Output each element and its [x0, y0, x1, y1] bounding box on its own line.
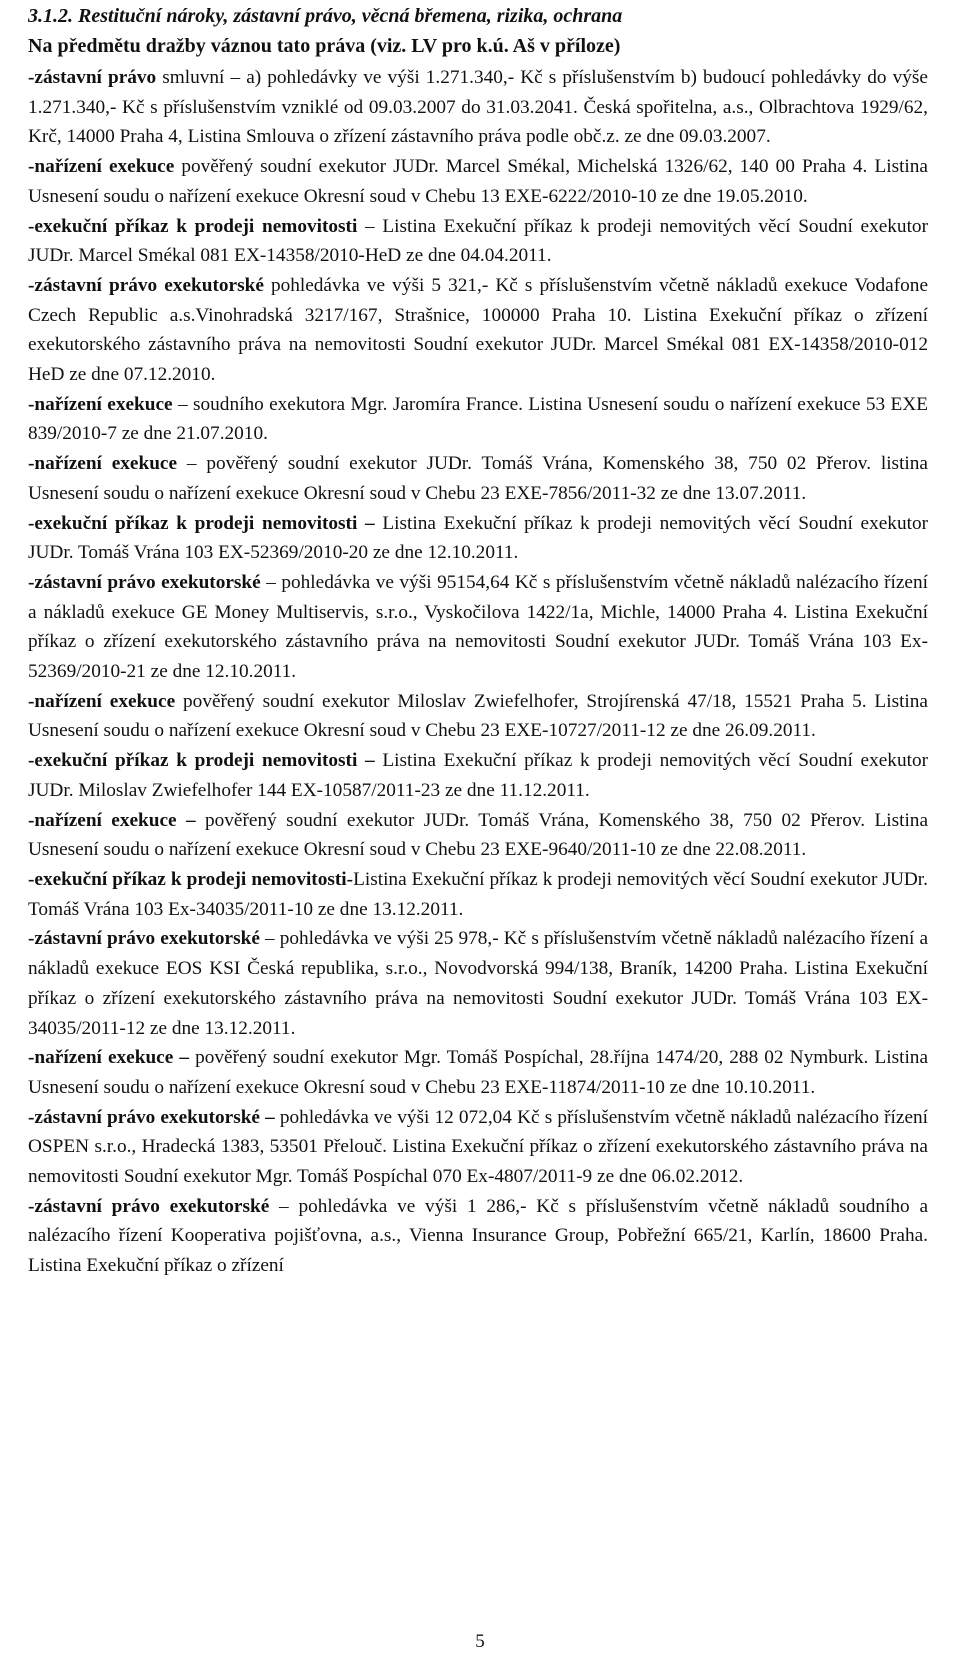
encumbrance-entry — [28, 390, 928, 449]
entry-label: -zástavní právo exekutorské – — [28, 1106, 275, 1128]
encumbrance-entry — [28, 1043, 928, 1102]
entry-text: pohledávka ve výši 12 072,04 Kč s příslušenstvím včetně nákladů nalézacího řízení OSPEN s.r.o., Hradecká 1383, 53501 Přelouč. Listina Exekuční příkaz o zřízení exekutorského zástavního práva na nemovitosti Soudní exekutor Mgr. Tomáš Pospíchal 070 Ex-4807/2011-9 ze dne 06.02.2012. — [28, 1106, 928, 1188]
entry-label: -exekuční příkaz k prodeji nemovitosti — [28, 215, 358, 237]
entry-text: – Listina Exekuční příkaz k prodeji nemovitých věcí Soudní exekutor JUDr. Marcel Smékal 081 EX-14358/2010-HeD ze dne 04.04.2011. — [28, 215, 928, 267]
entry-text: – pohledávka ve výši 1 286,- Kč s příslušenstvím včetně nákladů soudního a nalézacího řízení Kooperativa pojišťovna, a.s., Vienna Insurance Group, Pobřežní 665/21, Karlín, 18600 Praha. Listina Exekuční příkaz o zřízení — [28, 1195, 928, 1277]
encumbrance-entry — [28, 271, 928, 390]
encumbrance-entry — [28, 865, 928, 924]
entry-label: -nařízení exekuce – — [28, 809, 196, 831]
intro-text: Na předmětu dražby váznou tato práva (viz. LV pro k.ú. Aš v příloze) — [28, 34, 621, 57]
entry-text: pověřený soudní exekutor Mgr. Tomáš Pospíchal, 28.října 1474/20, 288 02 Nymburk. Listina Usnesení soudu o nařízení exekuce Okresní soud v Chebu 23 EXE-11874/2011-10 ze dne 10.10.2011. — [28, 1047, 928, 1098]
encumbrance-entry — [28, 212, 928, 271]
entry-label: -zástavní právo exekutorské — [28, 928, 260, 950]
entry-text: pověřený soudní exekutor JUDr. Marcel Smékal, Michelská 1326/62, 140 00 Praha 4. Listina Usnesení soudu o nařízení exekuce Okresní soud v Chebu 13 EXE-6222/2010-10 ze dne 19.05.2010. — [28, 156, 928, 207]
encumbrance-entry — [28, 924, 928, 1043]
encumbrance-entry — [28, 449, 928, 508]
encumbrance-entry — [28, 806, 928, 865]
entry-label: -zástavní právo exekutorské — [28, 571, 261, 593]
encumbrance-entry — [28, 1192, 928, 1281]
entry-label: -nařízení exekuce — [28, 690, 176, 712]
entry-label: -nařízení exekuce — [28, 453, 178, 475]
entry-label: -exekuční příkaz k prodeji nemovitosti – — [28, 750, 375, 772]
encumbrance-entry — [28, 568, 928, 687]
entry-text: – pohledávka ve výši 95154,64 Kč s příslušenstvím včetně nákladů nalézacího řízení a nákladů exekuce GE Money Multiservis, s.r.o., Vyskočilova 1422/1a, Michle, 14000 Praha 4. Listina Exekuční příkaz o zřízení exekutorského zástavního práva na nemovitosti Soudní exekutor JUDr. Tomáš Vrána 103 Ex-52369/2010-21 ze dne 12.10.2011. — [28, 571, 928, 683]
encumbrance-entry — [28, 746, 928, 805]
entry-text: pověřený soudní exekutor Miloslav Zwiefelhofer, Strojírenská 47/18, 15521 Praha 5. Listina Usnesení soudu o nařízení exekuce Okresní soud v Chebu 23 EXE-10727/2011-12 ze dne 26.09.2011. — [28, 690, 928, 742]
section-heading: 3.1.2. Restituční nároky, zástavní právo, věcná břemena, rizika, ochrana — [28, 5, 623, 27]
encumbrance-entry — [28, 509, 928, 568]
document-page — [28, 0, 928, 1281]
entry-label: -nařízení exekuce — [28, 393, 173, 415]
encumbrance-entry — [28, 1103, 928, 1192]
entry-label: -nařízení exekuce — [28, 156, 175, 178]
encumbrance-entry — [28, 687, 928, 746]
entry-label: -zástavní právo exekutorské — [28, 1195, 270, 1217]
page-number: 5 — [475, 1631, 485, 1652]
entry-label: -exekuční příkaz k prodeji nemovitosti- — [28, 868, 354, 890]
entry-label: -zástavní právo exekutorské — [28, 274, 264, 296]
entry-text: Listina Exekuční příkaz k prodeji nemovitých věcí Soudní exekutor JUDr. Tomáš Vrána 103 EX-52369/2010-20 ze dne 12.10.2011. — [28, 512, 929, 564]
encumbrance-entry — [28, 152, 928, 211]
entry-label: -zástavní právo — [28, 67, 157, 88]
entry-text: smluvní – a) pohledávky ve výši 1.271.340,- Kč s příslušenstvím b) budoucí pohledávky do výše 1.271.340,- Kč s příslušenstvím vzniklé od 09.03.2007 do 31.03.2041. Česká spořitelna, a.s., Olbrachtova 1929/62, Krč, 14000 Praha 4, Listina Smlouva o zřízení zástavního práva podle obč.z. ze dne 09.03.2007. — [28, 67, 928, 148]
encumbrance-entry — [28, 63, 928, 152]
entry-label: -nařízení exekuce – — [28, 1047, 190, 1069]
entry-label: -exekuční příkaz k prodeji nemovitosti – — [28, 512, 375, 534]
entry-text: Listina Exekuční příkaz k prodeji nemovitých věcí Soudní exekutor JUDr. Miloslav Zwiefelhofer 144 EX-10587/2011-23 ze dne 11.12.2011. — [28, 750, 929, 801]
entry-text: – pohledávka ve výši 25 978,- Kč s příslušenstvím včetně nákladů nalézacího řízení a nákladů exekuce EOS KSI Česká republika, s.r.o., Novodvorská 994/138, Braník, 14200 Praha. Listina Exekuční příkaz o zřízení exekutorského zástavního práva na nemovitosti Soudní exekutor JUDr. Tomáš Vrána 103 EX-34035/2011-12 ze dne 13.12.2011. — [28, 928, 929, 1039]
entry-text: – pověřený soudní exekutor JUDr. Tomáš Vrána, Komenského 38, 750 02 Přerov. listina Usnesení soudu o nařízení exekuce Okresní soud v Chebu 23 EXE-7856/2011-32 ze dne 13.07.2011. — [28, 453, 928, 504]
entry-text: pověřený soudní exekutor JUDr. Tomáš Vrána, Komenského 38, 750 02 Přerov. Listina Usnesení soudu o nařízení exekuce Okresní soud v Chebu 23 EXE-9640/2011-10 ze dne 22.08.2011. — [28, 809, 928, 861]
entry-text: – soudního exekutora Mgr. Jaromíra France. Listina Usnesení soudu o nařízení exekuce 53 EXE 839/2010-7 ze dne 21.07.2010. — [28, 393, 928, 445]
encumbrance-list — [28, 63, 928, 1281]
entry-text: Listina Exekuční příkaz k prodeji nemovitých věcí Soudní exekutor JUDr. Tomáš Vrána 103 Ex-34035/2011-10 ze dne 13.12.2011. — [28, 868, 928, 920]
entry-text: pohledávka ve výši 5 321,- Kč s příslušenstvím včetně nákladů exekuce Vodafone Czech Republic a.s.Vinohradská 3217/167, Strašnice, 100000 Praha 10. Listina Exekuční příkaz o zřízení exekutorského zástavního práva na nemovitosti Soudní exekutor JUDr. Marcel Smékal 081 EX-14358/2010-012 HeD ze dne 07.12.2010. — [28, 274, 928, 386]
